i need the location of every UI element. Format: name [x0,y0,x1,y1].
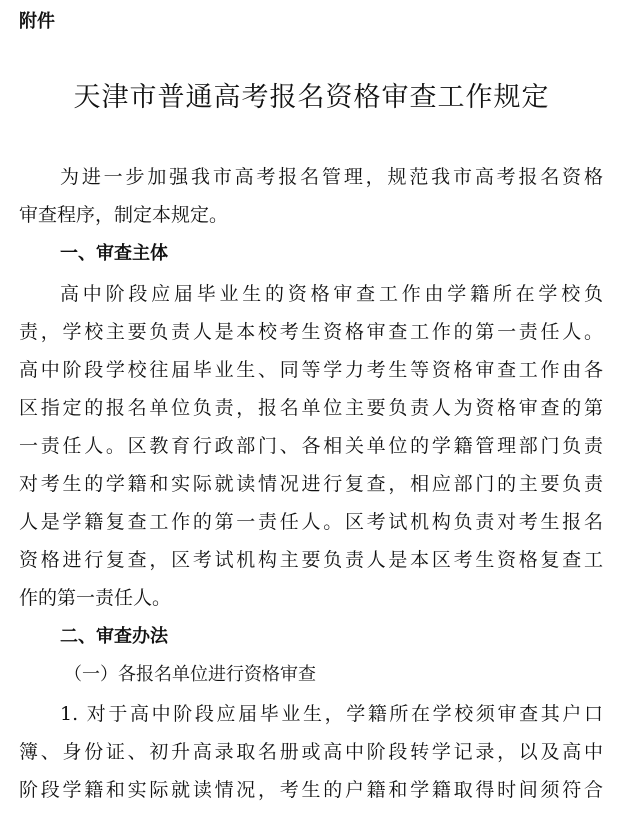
paragraph-line: 对考生的学籍和实际就读情况进行复查，相应部门的主要负责 [19,473,603,495]
document-title: 天津市普通高考报名资格审查工作规定 [73,82,550,113]
paragraph-line: 区指定的报名单位负责，报名单位主要负责人为资格审查的第 [19,397,603,419]
paragraph-line: 簿、身份证、初升高录取名册或高中阶段转学记录，以及高中 [19,741,603,763]
paragraph-line: 人是学籍复查工作的第一责任人。区考试机构负责对考生报名 [19,511,603,533]
paragraph-line: 作的第一责任人。 [19,587,172,609]
paragraph-line: 高中阶段学校往届毕业生、同等学力考生等资格审查工作由各 [19,359,603,381]
paragraph-line: 1. 对于高中阶段应届毕业生，学籍所在学校须审查其户口 [60,703,603,725]
paragraph-line: 一责任人。区教育行政部门、各相关单位的学籍管理部门负责 [19,435,603,457]
paragraph-line: 审查程序，制定本规定。 [19,204,229,226]
paragraph-line: 资格进行复查，区考试机构主要负责人是本区考生资格复查工 [19,549,603,571]
paragraph-line: 高中阶段应届毕业生的资格审查工作由学籍所在学校负 [60,283,603,305]
attachment-label: 附件 [19,11,55,32]
section-heading: 一、审查主体 [60,243,168,264]
paragraph-line: 责，学校主要负责人是本校考生资格审查工作的第一责任人。 [19,321,603,343]
paragraph-line: 为进一步加强我市高考报名管理，规范我市高考报名资格 [60,166,603,188]
paragraph-line: 阶段学籍和实际就读情况，考生的户籍和学籍取得时间须符合 [19,779,603,801]
subsection-heading: （一）各报名单位进行资格审查 [64,664,316,685]
section-heading: 二、审查办法 [60,626,168,647]
